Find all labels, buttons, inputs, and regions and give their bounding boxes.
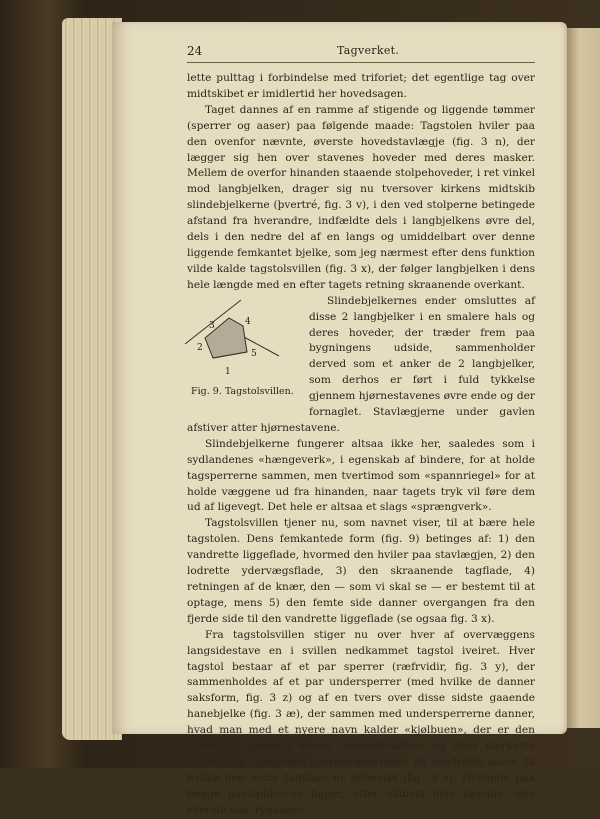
paragraph: Slindebjelkerne fungerer altsaa ikke her, saaledes som i sydlandenes «hængeverk», i egenskab af bindere, for at holde tagsperrerne sammen, men tvertimod som «spannriegel» for at holde væggene ud fra hinanden, naar tagets tryk vil føre dem ud af ligevegt. Det hele er altsaa et slags «sprængverk». [187, 437, 535, 514]
figure-label: 3 [209, 320, 215, 331]
facing-page-edge [566, 28, 600, 728]
paragraph: Fra tagstolsvillen stiger nu over hver af overvæggens langsidestave en i svillen nedkammet tagstol iveiret. Hver tagstol bestaar af et par sperrer (ræfrvidir, fig. 3 y), der sammenholdes af et par undersperrer (med hvilke de danner saksform, fig. 3 z) og af en tvers over disse sidste gaaende hanebjelke (fig. 3 æ), der sammen med undersperrerne danner, hvad man med et nyere navn kalder «kjølbuen», der er den egentlige binder i denne tagkonstruktion og dens sterkeste punkt. Paa tagstolens sperrer anbringes de vandrette aaser, til hvilke den indre tagflade er befæstet (fig. 3 ø). Hvilende paa begge gavlspidserne ligger, efter skibets hele længde, den øverste aas, rygaasen [187, 628, 535, 816]
page-header [187, 44, 535, 63]
figure-label: 2 [197, 342, 203, 353]
page-number: 24 [187, 44, 203, 58]
paragraph: lette pulttag i forbindelse med triforiet; det egentlige tag over midtskibet er imidlertid her hovedsagen. [187, 72, 535, 100]
figure-label: 5 [251, 348, 257, 359]
page-content [187, 44, 535, 819]
paragraph: Tagstolsvillen tjener nu, som navnet viser, til at bære hele tagstolen. Dens femkantede form (fig. 9) betinges af: 1) den vandrette liggeflade, hvormed den hviler paa stavlægjen, 2) den lodrette ydervægsflade, 3) den skraanende tagflade, 4) retningen af de knær, den — som vi skal se — er bestemt til at optage, mens 5) den femte side danner overgangen fra den fjerde side til den vandrette liggeflade (se ogsaa fig. 3 x). [187, 517, 535, 625]
sill-diagram [183, 296, 301, 380]
figure-label: 1 [225, 366, 231, 377]
figure-label: 4 [245, 316, 251, 327]
paragraph: Slindebjelkernes ender omsluttes af disse 2 langbjelker i en smalere hals og deres hoveder, der træder frem paa bygningens udside, sammenholder derved som et anker de 2 langbjelker, som derhos er ført i fuld tykkelse gjennem hjørnestavenes øvre ende og der fornaglet. Stavlægjerne under gavlen afstiver atter hjørnestavene. [187, 294, 535, 434]
running-head: Tagverket. [337, 44, 400, 57]
paragraph: Taget dannes af en ramme af stigende og liggende tømmer (sperrer og aaser) paa følgende maade: Tagstolen hviler paa den ovenfor nævnte, øverste hovedstavlægje (fig. 3 n), der lægger sig hen over stavenes hoveder med deres masker. Mellem de overfor hinanden staaende stolpehoveder, i ret vinkel mod langbjelken, drager sig nu tversover kirkens midtskib slindebjelkerne (þvertré, fig. 3 v), i den ved stolperne betingede afstand fra hverandre, indfældte dels i langbjelkens øvre del, dels i den nedre del af en langs og umiddelbart over denne liggende femkantet bjelke, som jeg nærmest efter dens funktion vilde kalde tagstolsvillen (fig. 3 x), der følger langbjelken i dens hele længde med en efter tagets retning skraanende overkant. [187, 103, 535, 291]
figure-caption: Fig. 9. Tagstolsvillen. [191, 385, 294, 397]
figure-9 [183, 296, 301, 416]
body-text [187, 71, 535, 819]
